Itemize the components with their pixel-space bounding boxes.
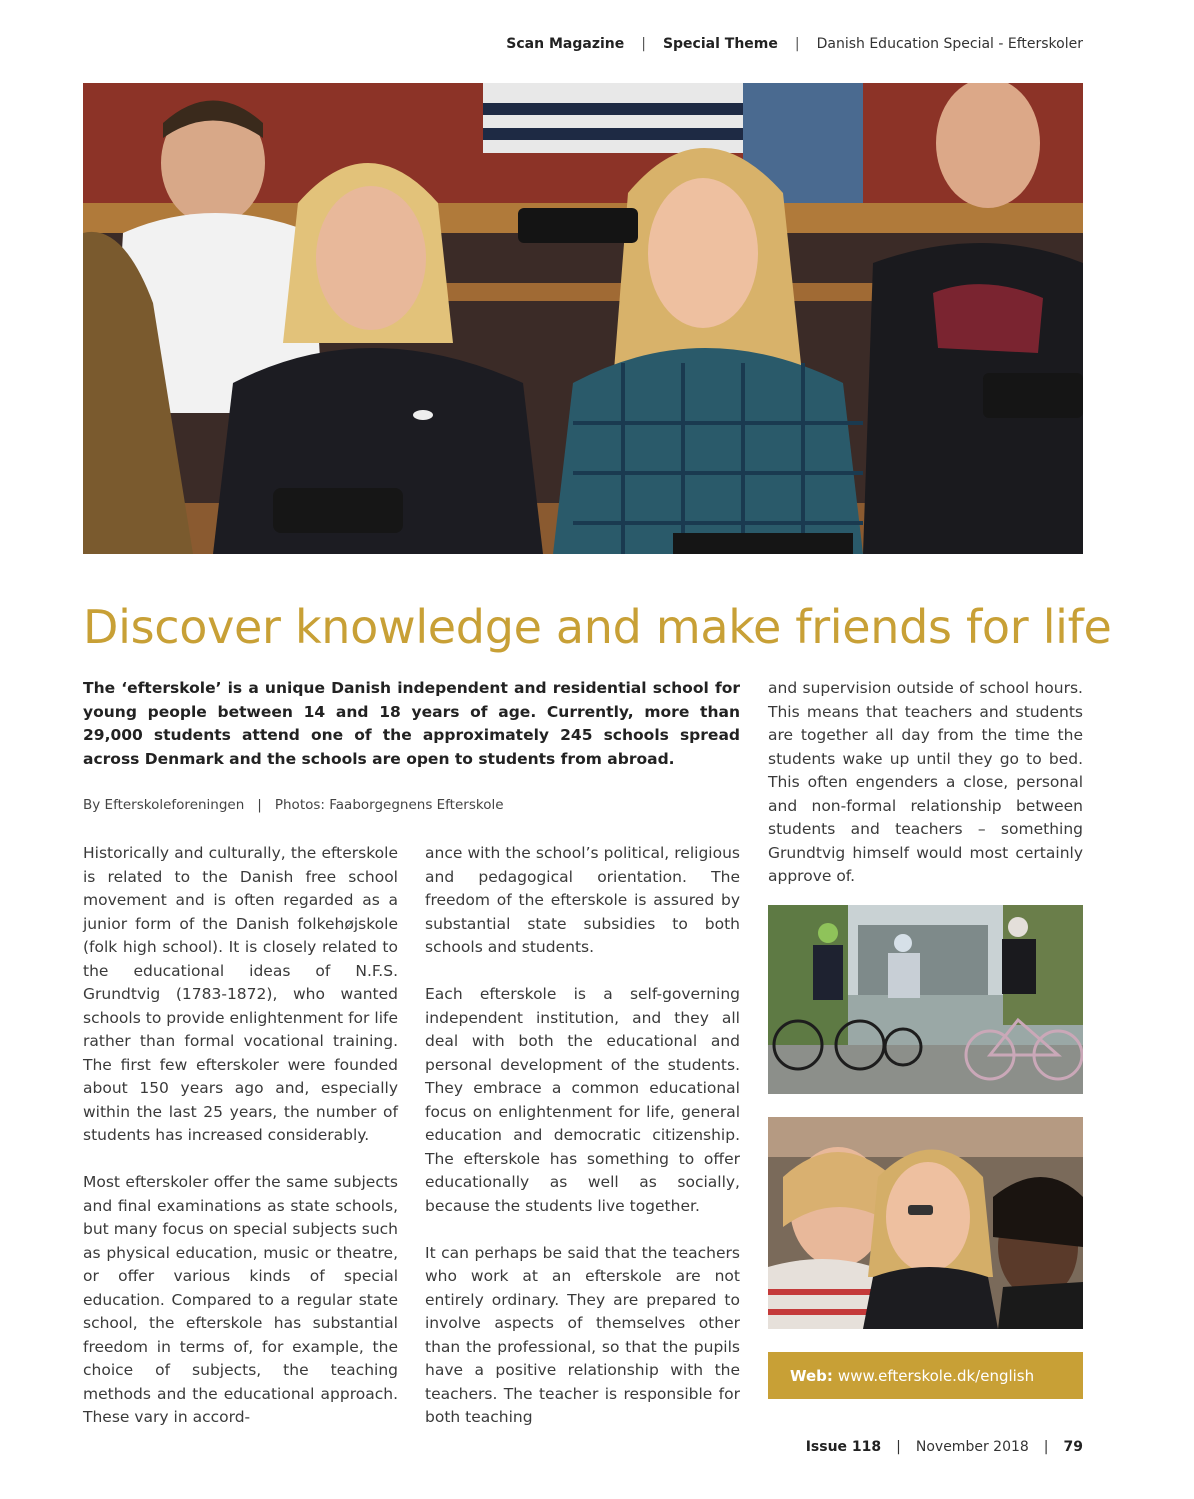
paragraph: Each efterskole is a self-governing independent institution, and they all deal with both the educational and personal development of the students. They embrace a common educational focus on enlightenment for life, general education and democratic citizenship. The efterskole has something to offer educationally as well as socially, because the students live together.	[425, 985, 740, 1215]
footer-separator: |	[896, 1439, 901, 1455]
page-footer	[806, 1439, 1083, 1455]
photo-students-smiling	[768, 1117, 1083, 1329]
paragraph: It can perhaps be said that the teachers who work at an efterskole are not entirely ordinary. They are prepared to involve aspects of themselves other than the professional, so that the pupils have a positive relationship with the teachers. The teacher is responsible for both teaching	[425, 1243, 740, 1426]
byline-separator: |	[257, 797, 262, 813]
article-column-2	[425, 842, 740, 1453]
paragraph: ance with the school’s political, religious and pedagogical orientation. The freedom of the efterskole is assured by substantial state subsidies to both schools and students.	[425, 844, 740, 956]
photo-bicycles	[768, 905, 1083, 1094]
hero-photo	[83, 83, 1083, 554]
issue-number: Issue 118	[805, 1439, 882, 1455]
header-separator: |	[794, 36, 800, 52]
issue-date: November 2018	[915, 1439, 1029, 1455]
footer-separator: |	[1043, 1439, 1049, 1455]
paragraph: Most efterskoler offer the same subjects and final examinations as state schools, but many focus on special subjects such as physical education, music or theatre, or offer various kinds of special education. Compared to a regular state school, the efterskole has substantial freedom in terms of, for example, the choice of subjects, the teaching methods and the educational approach. These vary in accord-	[83, 1173, 398, 1426]
article-lead: The ‘efterskole’ is a unique Danish independent and residential school for young people between 14 and 18 years of age. Currently, more than 29,000 students attend one of the approximately 245 schools spread across Denmark and the schools are open to students from abroad.	[83, 679, 740, 768]
web-link-box[interactable]	[768, 1352, 1083, 1399]
running-header	[506, 36, 1083, 52]
page-number: 79	[1063, 1439, 1083, 1455]
magazine-name: Scan Magazine	[506, 36, 625, 52]
article-column-1	[83, 842, 398, 1453]
byline-author: By Efterskoleforeningen	[83, 797, 245, 813]
photo-students-classroom-icon	[83, 83, 1083, 554]
web-url-link[interactable]: www.efterskole.dk/english	[837, 1366, 1035, 1385]
byline-photos: Photos: Faaborgegnens Efterskole	[274, 797, 504, 813]
web-label: Web:	[790, 1366, 833, 1385]
photo-students-bicycles-icon	[768, 905, 1083, 1094]
paragraph: Historically and culturally, the efterskole is related to the Danish free school movement and is often regarded as a junior form of the Danish folkehøjskole (folk high school). It is closely related to the educational ideas of N.F.S. Grundtvig (1783-1872), who wanted schools to provide enlightenment for life rather than formal vocational training. The first few efterskoler were founded about 150 years ago and, especially within the last 25 years, the number of students has increased considerably.	[83, 844, 398, 1144]
theme-name: Special Theme	[662, 36, 778, 52]
photo-students-smiling-icon	[768, 1117, 1083, 1329]
header-separator: |	[641, 36, 646, 52]
article-title: Discover knowledge and make friends for life	[83, 600, 1112, 654]
paragraph: and supervision outside of school hours. This means that teachers and students are together all day from the time the students wake up until they go to bed. This often engenders a close, personal and non-formal relationship between students and teachers – something Grundtvig himself would most certainly approve of.	[768, 679, 1083, 885]
section-name: Danish Education Special - Efterskoler	[816, 36, 1083, 52]
article-column-3	[768, 677, 1083, 912]
byline	[83, 797, 740, 813]
